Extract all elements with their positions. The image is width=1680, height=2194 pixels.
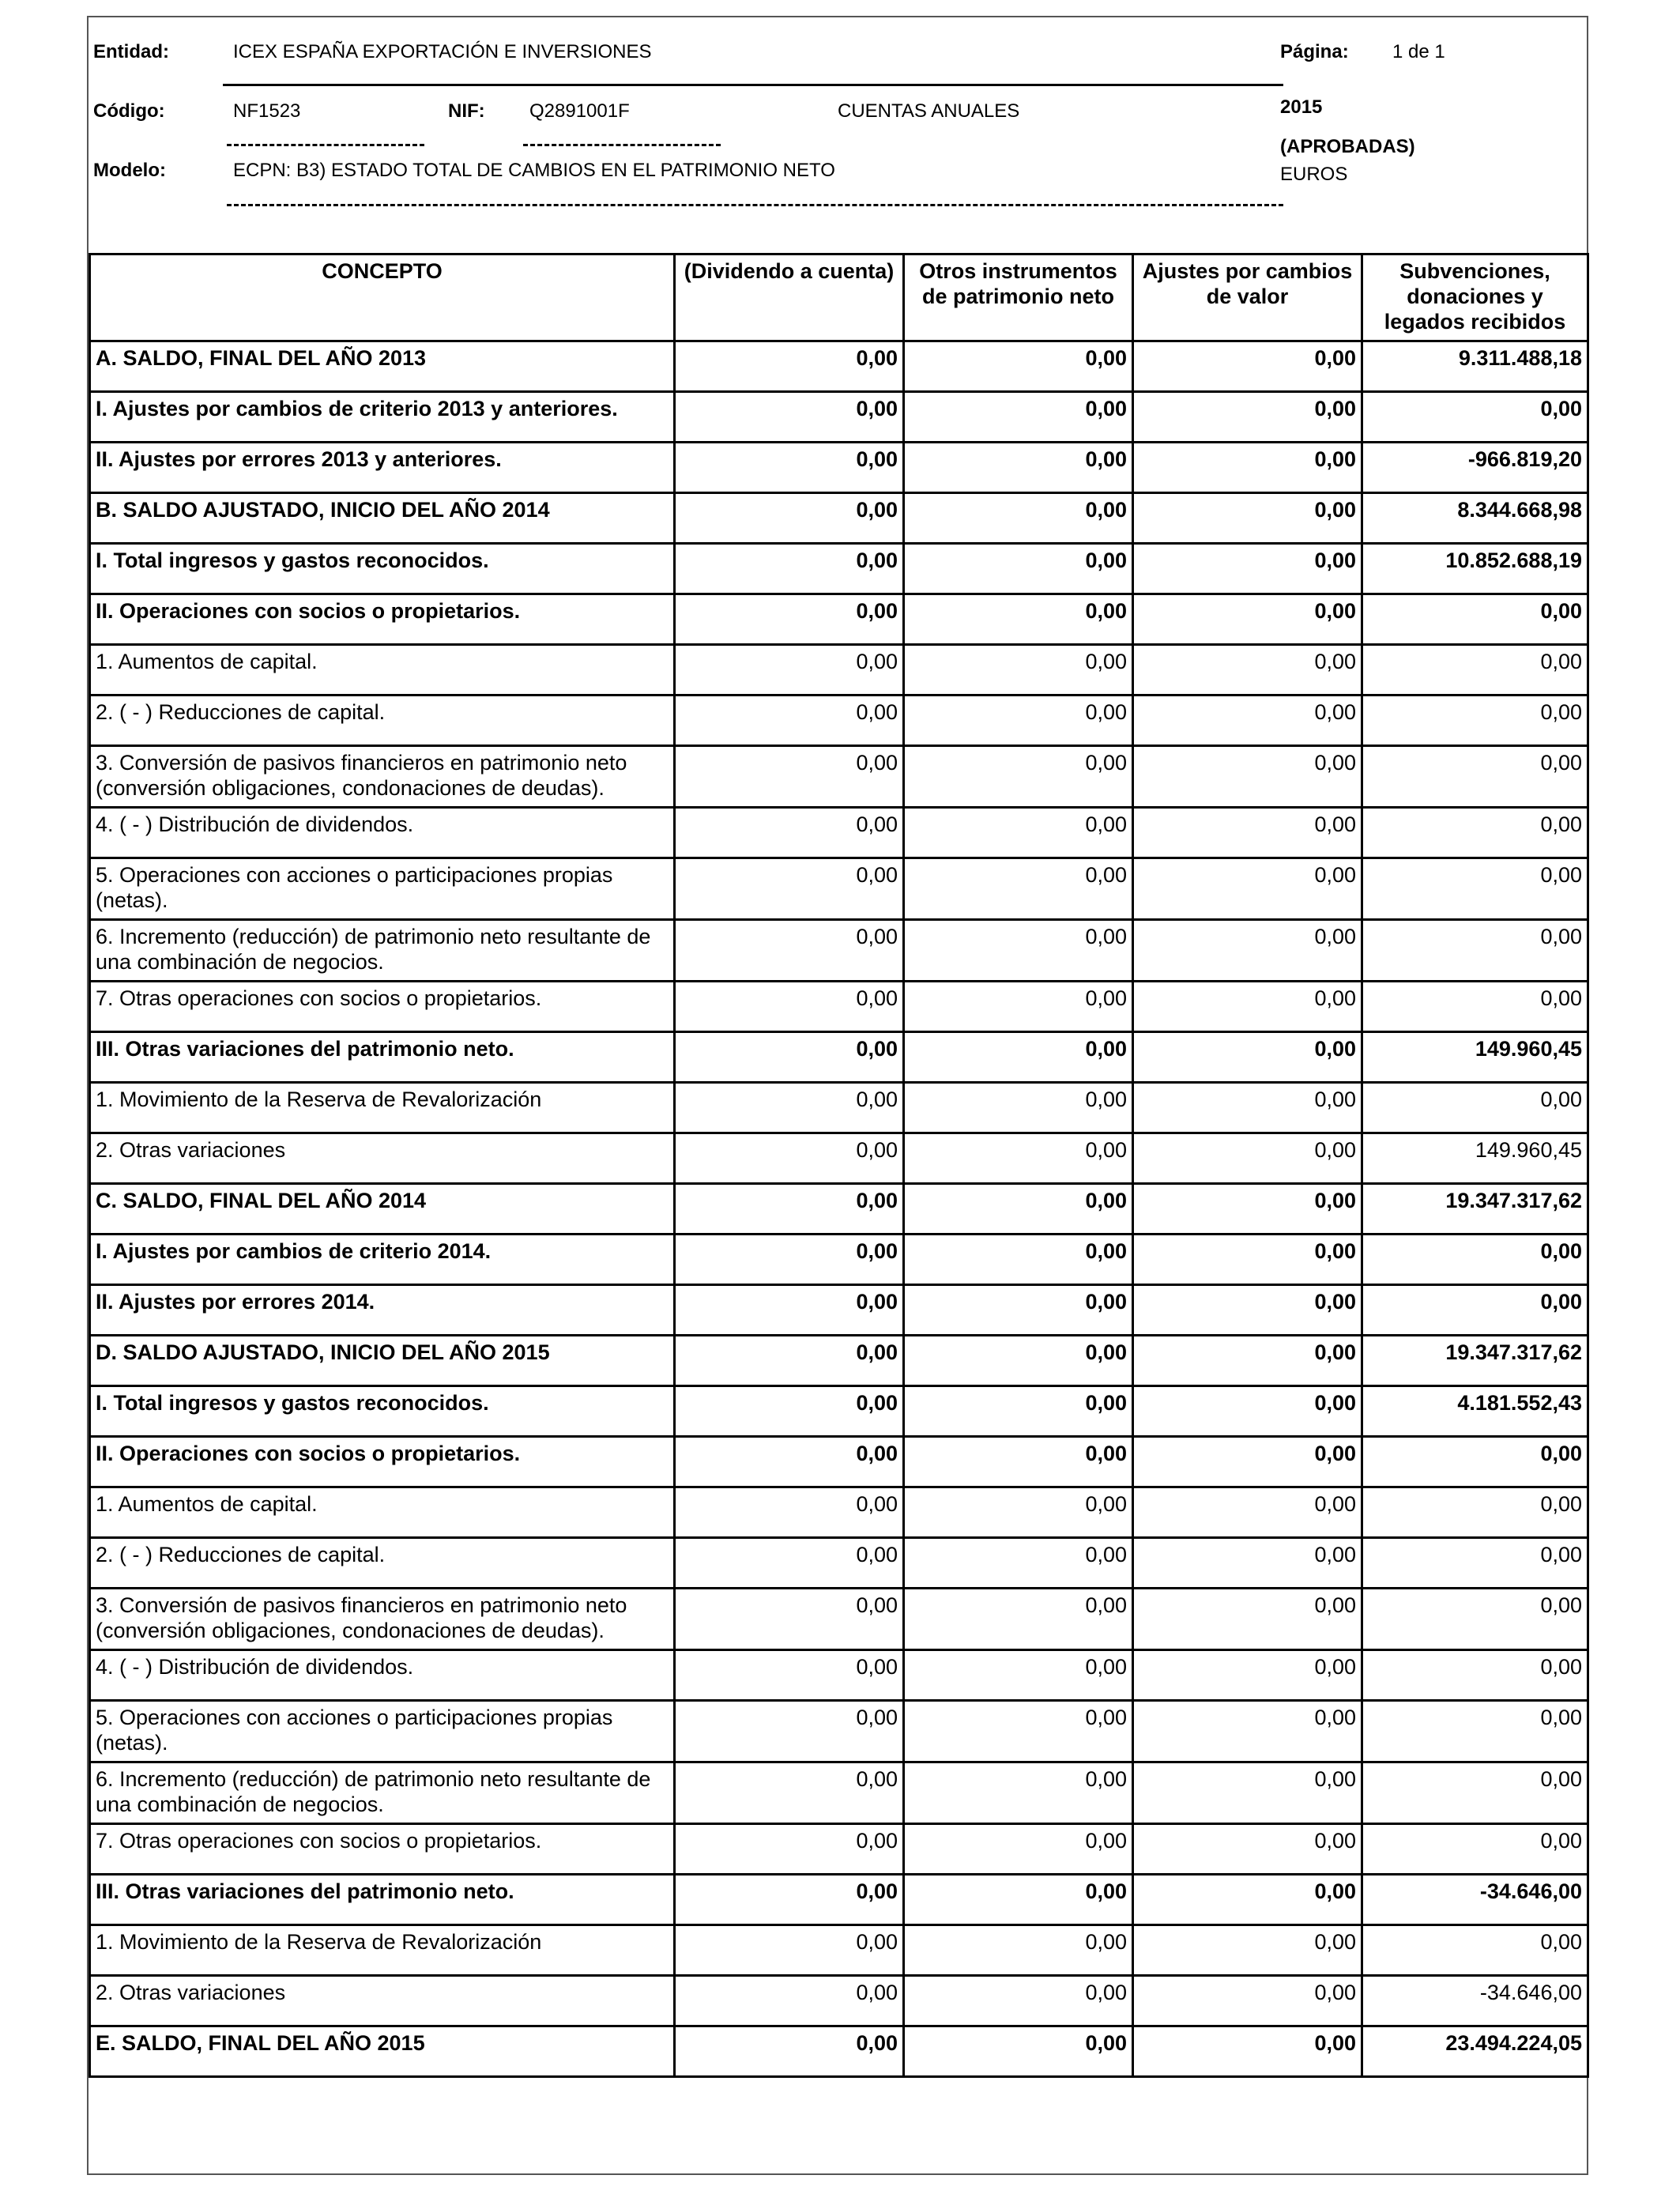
value-cell: 0,00 — [1133, 1032, 1362, 1083]
header-dividendo: (Dividendo a cuenta) — [675, 254, 904, 341]
concept-cell: 5. Operaciones con acciones o participaciones propias (netas). — [90, 858, 675, 920]
table-row — [90, 1925, 1588, 1976]
concept-cell: 1. Aumentos de capital. — [90, 645, 675, 696]
table-row — [90, 594, 1588, 645]
value-cell: 0,00 — [904, 1285, 1133, 1336]
value-cell: 0,00 — [1133, 1824, 1362, 1875]
year: 2015 — [1280, 96, 1323, 118]
value-cell: 0,00 — [675, 920, 904, 982]
header-otros-instrumentos: Otros instrumentos de patrimonio neto — [904, 254, 1133, 341]
value-cell: 0,00 — [1362, 1589, 1588, 1650]
value-cell: 0,00 — [675, 1437, 904, 1487]
concept-cell: 1. Movimiento de la Reserva de Revalorización — [90, 1083, 675, 1133]
table-row — [90, 1875, 1588, 1925]
value-cell: 4.181.552,43 — [1362, 1386, 1588, 1437]
value-cell: 0,00 — [675, 1235, 904, 1285]
nif-underline — [523, 144, 721, 146]
value-cell: 0,00 — [904, 544, 1133, 594]
table-header-row — [90, 254, 1588, 341]
value-cell: 0,00 — [1362, 1925, 1588, 1976]
table-row — [90, 808, 1588, 858]
nif-value: Q2891001F — [529, 100, 630, 122]
value-cell: 0,00 — [675, 1184, 904, 1235]
table-row — [90, 1976, 1588, 2026]
value-cell: 0,00 — [1362, 1487, 1588, 1538]
value-cell: 0,00 — [904, 1925, 1133, 1976]
value-cell: 0,00 — [675, 746, 904, 808]
value-cell: 0,00 — [1133, 1386, 1362, 1437]
value-cell: 0,00 — [904, 392, 1133, 443]
table-row — [90, 341, 1588, 392]
value-cell: 0,00 — [1133, 594, 1362, 645]
value-cell: 0,00 — [1133, 1184, 1362, 1235]
table-row — [90, 1487, 1588, 1538]
value-cell: 0,00 — [1133, 1133, 1362, 1184]
value-cell: 0,00 — [1133, 982, 1362, 1032]
value-cell: 0,00 — [1133, 746, 1362, 808]
concept-cell: D. SALDO AJUSTADO, INICIO DEL AÑO 2015 — [90, 1336, 675, 1386]
value-cell: 0,00 — [1362, 645, 1588, 696]
value-cell: 0,00 — [1362, 808, 1588, 858]
table-row — [90, 1184, 1588, 1235]
value-cell: 19.347.317,62 — [1362, 1336, 1588, 1386]
value-cell: 0,00 — [1133, 1285, 1362, 1336]
concept-cell: I. Total ingresos y gastos reconocidos. — [90, 544, 675, 594]
codigo-underline — [227, 144, 424, 146]
table-row — [90, 2026, 1588, 2077]
value-cell: 0,00 — [675, 1487, 904, 1538]
value-cell: 0,00 — [675, 2026, 904, 2077]
value-cell: 0,00 — [675, 1925, 904, 1976]
table-row — [90, 1386, 1588, 1437]
value-cell: 0,00 — [904, 920, 1133, 982]
value-cell: 0,00 — [904, 858, 1133, 920]
value-cell: 0,00 — [904, 1487, 1133, 1538]
doc-type: CUENTAS ANUALES — [838, 100, 1020, 122]
status: (APROBADAS) — [1280, 136, 1415, 157]
value-cell: 0,00 — [1362, 858, 1588, 920]
modelo-label: Modelo: — [93, 160, 166, 181]
value-cell: 0,00 — [1133, 696, 1362, 746]
entidad-label: Entidad: — [93, 41, 169, 62]
entidad-value: ICEX ESPAÑA EXPORTACIÓN E INVERSIONES — [233, 41, 652, 62]
value-cell: 0,00 — [1133, 808, 1362, 858]
concept-cell: II. Ajustes por errores 2013 y anteriores. — [90, 443, 675, 493]
value-cell: -966.819,20 — [1362, 443, 1588, 493]
value-cell: 0,00 — [1133, 2026, 1362, 2077]
table-row — [90, 1437, 1588, 1487]
concept-cell: 7. Otras operaciones con socios o propietarios. — [90, 982, 675, 1032]
concept-cell: C. SALDO, FINAL DEL AÑO 2014 — [90, 1184, 675, 1235]
value-cell: 0,00 — [1362, 594, 1588, 645]
table-row — [90, 982, 1588, 1032]
value-cell: 0,00 — [675, 1976, 904, 2026]
value-cell: 0,00 — [1133, 341, 1362, 392]
value-cell: 149.960,45 — [1362, 1032, 1588, 1083]
concept-cell: 2. Otras variaciones — [90, 1133, 675, 1184]
concept-cell: 4. ( - ) Distribución de dividendos. — [90, 1650, 675, 1701]
value-cell: 0,00 — [904, 808, 1133, 858]
value-cell: 0,00 — [1133, 1925, 1362, 1976]
value-cell: 0,00 — [904, 982, 1133, 1032]
value-cell: 0,00 — [1133, 1875, 1362, 1925]
table-row — [90, 696, 1588, 746]
value-cell: 0,00 — [904, 1083, 1133, 1133]
concept-cell: 6. Incremento (reducción) de patrimonio neto resultante de una combinación de negocios. — [90, 1762, 675, 1824]
value-cell: 0,00 — [904, 1976, 1133, 2026]
value-cell: 0,00 — [1133, 1976, 1362, 2026]
table-row — [90, 1762, 1588, 1824]
value-cell: 0,00 — [904, 1386, 1133, 1437]
value-cell: 0,00 — [904, 493, 1133, 544]
table-row — [90, 1824, 1588, 1875]
value-cell: 0,00 — [1362, 746, 1588, 808]
value-cell: 0,00 — [1133, 1083, 1362, 1133]
value-cell: 8.344.668,98 — [1362, 493, 1588, 544]
value-cell: 0,00 — [675, 1032, 904, 1083]
value-cell: 0,00 — [675, 544, 904, 594]
value-cell: 0,00 — [675, 808, 904, 858]
pagina-value: 1 de 1 — [1392, 41, 1445, 62]
value-cell: 23.494.224,05 — [1362, 2026, 1588, 2077]
value-cell: 0,00 — [904, 746, 1133, 808]
concept-cell: 4. ( - ) Distribución de dividendos. — [90, 808, 675, 858]
value-cell: 10.852.688,19 — [1362, 544, 1588, 594]
value-cell: 0,00 — [675, 1589, 904, 1650]
value-cell: 0,00 — [904, 1235, 1133, 1285]
value-cell: 0,00 — [1133, 443, 1362, 493]
header-ajustes: Ajustes por cambios de valor — [1133, 254, 1362, 341]
table-row — [90, 443, 1588, 493]
value-cell: 0,00 — [675, 1762, 904, 1824]
table-row — [90, 1336, 1588, 1386]
value-cell: 0,00 — [1362, 1083, 1588, 1133]
value-cell: 149.960,45 — [1362, 1133, 1588, 1184]
value-cell: 0,00 — [904, 696, 1133, 746]
value-cell: 0,00 — [904, 2026, 1133, 2077]
pagina-label: Página: — [1280, 41, 1349, 62]
value-cell: 0,00 — [904, 1133, 1133, 1184]
equity-changes-table — [89, 253, 1589, 2078]
codigo-value: NF1523 — [233, 100, 301, 122]
value-cell: 0,00 — [1362, 1437, 1588, 1487]
concept-cell: 2. Otras variaciones — [90, 1976, 675, 2026]
concept-cell: I. Total ingresos y gastos reconocidos. — [90, 1386, 675, 1437]
concept-cell: 1. Aumentos de capital. — [90, 1487, 675, 1538]
value-cell: 0,00 — [675, 1336, 904, 1386]
concept-cell: A. SALDO, FINAL DEL AÑO 2013 — [90, 341, 675, 392]
value-cell: 0,00 — [1133, 858, 1362, 920]
value-cell: 0,00 — [1362, 1235, 1588, 1285]
table-row — [90, 746, 1588, 808]
codigo-label: Código: — [93, 100, 165, 122]
value-cell: 0,00 — [1133, 1487, 1362, 1538]
value-cell: 0,00 — [675, 645, 904, 696]
table-row — [90, 645, 1588, 696]
value-cell: 0,00 — [1362, 392, 1588, 443]
table-row — [90, 1133, 1588, 1184]
value-cell: -34.646,00 — [1362, 1976, 1588, 2026]
value-cell: 0,00 — [675, 1083, 904, 1133]
table-row — [90, 493, 1588, 544]
table-row — [90, 1538, 1588, 1589]
value-cell: 0,00 — [675, 1285, 904, 1336]
value-cell: 0,00 — [1362, 1285, 1588, 1336]
value-cell: 0,00 — [675, 696, 904, 746]
concept-cell: 5. Operaciones con acciones o participaciones propias (netas). — [90, 1701, 675, 1762]
value-cell: 0,00 — [675, 1701, 904, 1762]
value-cell: 0,00 — [1362, 696, 1588, 746]
table-row — [90, 392, 1588, 443]
concept-cell: 3. Conversión de pasivos financieros en patrimonio neto (conversión obligaciones, condonaciones de deudas). — [90, 1589, 675, 1650]
concept-cell: III. Otras variaciones del patrimonio neto. — [90, 1032, 675, 1083]
value-cell: 0,00 — [904, 1762, 1133, 1824]
concept-cell: 1. Movimiento de la Reserva de Revalorización — [90, 1925, 675, 1976]
modelo-underline — [227, 204, 1283, 206]
value-cell: 0,00 — [675, 1824, 904, 1875]
value-cell: 0,00 — [1133, 920, 1362, 982]
value-cell: 0,00 — [904, 341, 1133, 392]
value-cell: 0,00 — [675, 1650, 904, 1701]
value-cell: 0,00 — [904, 1875, 1133, 1925]
value-cell: 0,00 — [675, 392, 904, 443]
concept-cell: II. Ajustes por errores 2014. — [90, 1285, 675, 1336]
currency: EUROS — [1280, 164, 1348, 185]
table-row — [90, 1285, 1588, 1336]
value-cell: 0,00 — [675, 1133, 904, 1184]
value-cell: 0,00 — [1362, 1762, 1588, 1824]
value-cell: -34.646,00 — [1362, 1875, 1588, 1925]
value-cell: 0,00 — [1362, 1538, 1588, 1589]
value-cell: 0,00 — [675, 443, 904, 493]
table-row — [90, 1650, 1588, 1701]
value-cell: 0,00 — [1133, 1437, 1362, 1487]
value-cell: 0,00 — [1133, 1538, 1362, 1589]
value-cell: 0,00 — [675, 858, 904, 920]
modelo-value: ECPN: B3) ESTADO TOTAL DE CAMBIOS EN EL PATRIMONIO NETO — [233, 160, 835, 181]
value-cell: 0,00 — [904, 1336, 1133, 1386]
value-cell: 0,00 — [1133, 1701, 1362, 1762]
concept-cell: B. SALDO AJUSTADO, INICIO DEL AÑO 2014 — [90, 493, 675, 544]
concept-cell: 6. Incremento (reducción) de patrimonio neto resultante de una combinación de negocios. — [90, 920, 675, 982]
value-cell: 0,00 — [904, 645, 1133, 696]
value-cell: 0,00 — [904, 1701, 1133, 1762]
concept-cell: 2. ( - ) Reducciones de capital. — [90, 696, 675, 746]
value-cell: 0,00 — [1133, 1336, 1362, 1386]
header-concepto: CONCEPTO — [90, 254, 675, 341]
value-cell: 0,00 — [1133, 1762, 1362, 1824]
value-cell: 0,00 — [904, 1824, 1133, 1875]
header-subvenciones: Subvenciones, donaciones y legados recibidos — [1362, 254, 1588, 341]
value-cell: 0,00 — [904, 1184, 1133, 1235]
document-page — [87, 16, 1588, 2175]
value-cell: 0,00 — [1133, 1589, 1362, 1650]
value-cell: 0,00 — [675, 594, 904, 645]
table-row — [90, 1083, 1588, 1133]
concept-cell: II. Operaciones con socios o propietarios. — [90, 594, 675, 645]
value-cell: 0,00 — [1133, 493, 1362, 544]
value-cell: 0,00 — [1362, 1701, 1588, 1762]
value-cell: 0,00 — [1362, 982, 1588, 1032]
value-cell: 0,00 — [1133, 1650, 1362, 1701]
table-row — [90, 544, 1588, 594]
concept-cell: 2. ( - ) Reducciones de capital. — [90, 1538, 675, 1589]
table-row — [90, 1701, 1588, 1762]
concept-cell: II. Operaciones con socios o propietarios. — [90, 1437, 675, 1487]
value-cell: 0,00 — [675, 1875, 904, 1925]
value-cell: 0,00 — [675, 341, 904, 392]
value-cell: 9.311.488,18 — [1362, 341, 1588, 392]
table-row — [90, 1235, 1588, 1285]
value-cell: 0,00 — [675, 1386, 904, 1437]
value-cell: 0,00 — [1362, 1824, 1588, 1875]
value-cell: 0,00 — [904, 1032, 1133, 1083]
value-cell: 0,00 — [904, 594, 1133, 645]
value-cell: 0,00 — [675, 1538, 904, 1589]
value-cell: 0,00 — [1133, 392, 1362, 443]
table-row — [90, 1032, 1588, 1083]
value-cell: 0,00 — [1133, 645, 1362, 696]
value-cell: 0,00 — [904, 443, 1133, 493]
value-cell: 0,00 — [675, 982, 904, 1032]
value-cell: 0,00 — [1133, 544, 1362, 594]
value-cell: 0,00 — [675, 493, 904, 544]
table-row — [90, 858, 1588, 920]
concept-cell: III. Otras variaciones del patrimonio neto. — [90, 1875, 675, 1925]
value-cell: 0,00 — [904, 1589, 1133, 1650]
value-cell: 0,00 — [904, 1650, 1133, 1701]
value-cell: 0,00 — [1362, 1650, 1588, 1701]
value-cell: 19.347.317,62 — [1362, 1184, 1588, 1235]
value-cell: 0,00 — [1133, 1235, 1362, 1285]
value-cell: 0,00 — [904, 1437, 1133, 1487]
concept-cell: I. Ajustes por cambios de criterio 2013 y anteriores. — [90, 392, 675, 443]
concept-cell: E. SALDO, FINAL DEL AÑO 2015 — [90, 2026, 675, 2077]
table-row — [90, 920, 1588, 982]
concept-cell: 7. Otras operaciones con socios o propietarios. — [90, 1824, 675, 1875]
value-cell: 0,00 — [904, 1538, 1133, 1589]
value-cell: 0,00 — [1362, 920, 1588, 982]
concept-cell: I. Ajustes por cambios de criterio 2014. — [90, 1235, 675, 1285]
table-row — [90, 1589, 1588, 1650]
concept-cell: 3. Conversión de pasivos financieros en patrimonio neto (conversión obligaciones, condonaciones de deudas). — [90, 746, 675, 808]
nif-label: NIF: — [448, 100, 485, 122]
header-rule — [223, 84, 1283, 86]
